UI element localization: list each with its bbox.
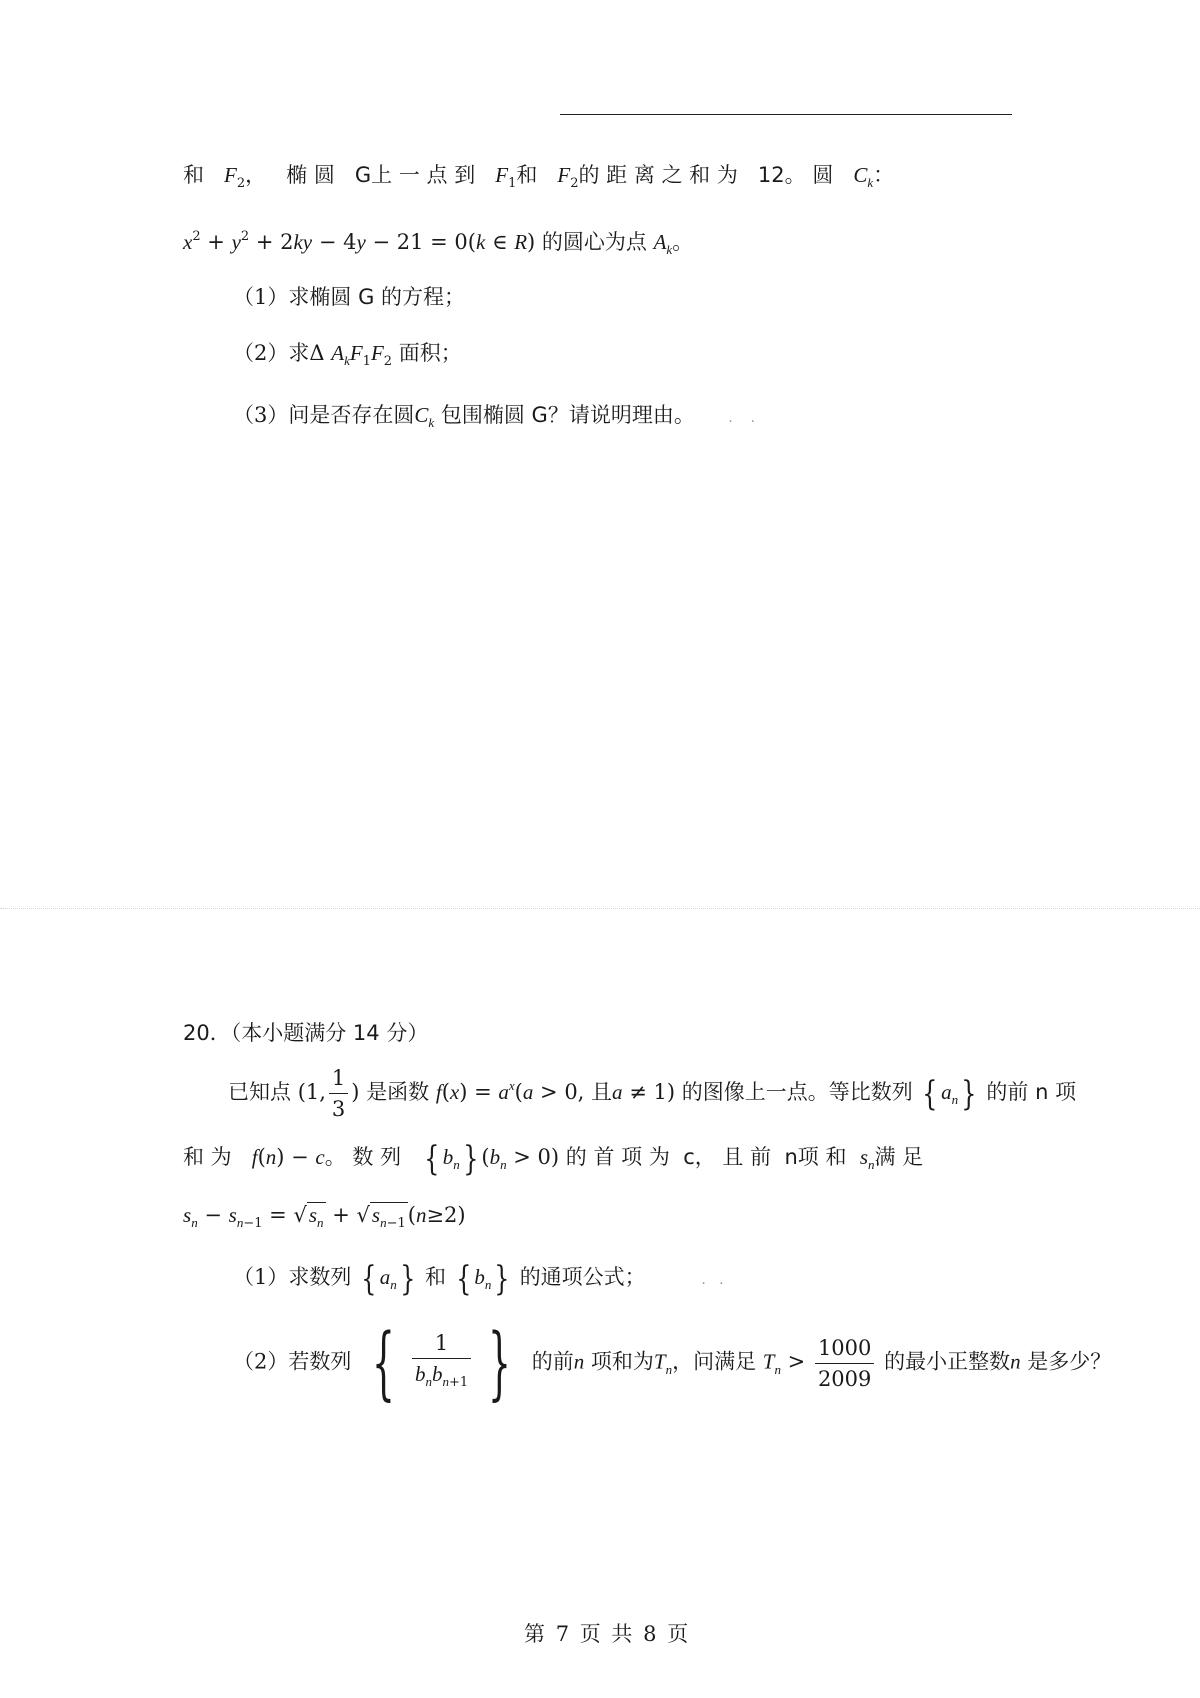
q20-line2: 和 为 f(n) − c。 数 列 { $b_n$} $(b_n > 0)$ 的 首 项 为 c， 且 前 n项 和 $s_n$满 足 xyxy=(183,1138,924,1179)
q19-line1: 和 $F_2$， 椭 圆 G上 一 点 到 $F_1$和 $F_2$的 距 离 之 和 为 12。 圆 $C_k$： xyxy=(183,163,895,191)
q20-header: 20．（本小题满分 14 分） xyxy=(183,1021,429,1045)
header-rule xyxy=(560,114,1012,115)
page-divider xyxy=(0,908,1200,909)
q19-part2: （2）求Δ $A_kF_1F_2$ 面积； xyxy=(233,341,462,369)
q19-line2: $x^2 + y^2 + 2ky - 4y - 21 = 0(k$ ∈ R) 的圆心为点 $A_k$。 xyxy=(183,229,694,257)
stray-marks: . . xyxy=(652,1272,724,1288)
q20-part2: （2）若数列 { $\frac{1}{b_nb_{n+1}}$ } 的前n 项和为$T_n$，问满足 $T_n$ > $\frac{1000}{2009}$ 的最小正整数n 是多少？ xyxy=(233,1316,1112,1409)
q20-part1: （1）求数列 { $a_n$} 和 { $b_n$} 的通项公式； . . xyxy=(233,1258,724,1299)
stray-marks: . . xyxy=(701,410,755,426)
q19-part1: （1）求椭圆 G 的方程； xyxy=(233,285,466,309)
q20-recurrence: $s_n - s_{n-1} = √s_n + √s_{n-1}(n\ge 2)$ xyxy=(183,1203,466,1231)
page-footer: 第 7 页 共 8 页 xyxy=(524,1622,691,1646)
point-expression: (1, $\frac{1}{3}$ ) xyxy=(297,1066,360,1121)
q19-part3: （3）问是否存在圆$C_k$ 包围椭圆 G？请说明理由。 . . xyxy=(233,403,755,430)
function-expression: $f(x) = a^x(a > 0$, 且a ≠ 1) xyxy=(435,1078,676,1104)
q20-line1: 已知点 (1, $\frac{1}{3}$ ) 是函数 $f(x) = a^x(a > 0$, 且a ≠ 1) 的图像上一点。等比数列 { $a_n$} 的前 n 项 xyxy=(228,1066,1077,1121)
circle-equation: $x^2 + y^2 + 2ky - 4y - 21 = 0(k$ ∈ R) xyxy=(183,229,536,254)
